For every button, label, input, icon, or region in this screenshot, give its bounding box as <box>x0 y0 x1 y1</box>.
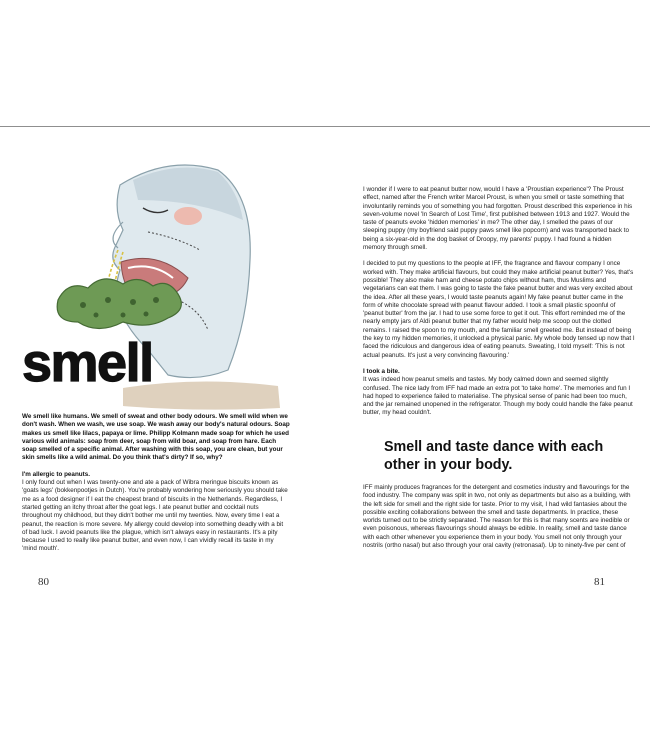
top-divider <box>0 126 650 127</box>
intro-paragraph: We smell like humans. We smell of sweat and other body odours. We smell wild when we don't wash. When we wash, we use soap. We wash away our body's natural odours. Soap makes us smell like lilacs, papaya or lime. Philipp Kolmann made soap for which he used various wild animals: soap from deer, soap from wild boar, and soap from hare. Each soap smelled of a specific animal. After washing with this soap, you are clean, but your skin smells like a wild animal. Do you think that's dirty? If so, why? <box>22 413 290 462</box>
page-number-right: 81 <box>594 576 605 588</box>
iff-departments-paragraph: IFF mainly produces fragrances for the detergent and cosmetics industry and flavourings for the food industry. The company was split in two, not only as departments but also as a building, with the left side for smell and the right side for taste. Prior to my visit, I had wild fantasies about the possible exciting collaborations between the smell and taste departments. In practice, these worlds turned out to be strictly separated. The reason for this is that many scents are inedible or even poisonous, whereas flavourings should always be edible. In reality, smell and taste dance with each other whenever you experience them in your body. You smell not only through your nostrils (ortho nasal) but also through your oral cavity (retronasal). Up to ninety-five per cent of <box>363 484 631 550</box>
allergy-body: I only found out when I was twenty-one and ate a pack of Wibra meringue biscuits known as 'goats legs' (bokkenpootjes in Dutch). You're probably wondering how seriously you should take me as a food designer if I eat the cheapest brand of biscuits in the Netherlands. Regardless, I started getting an itchy throat after the goat legs. I ate peanut butter and cocktail nuts throughout my childhood, but they didn't bother me until my twenties. Now, every time I eat a peanut, the reaction is more severe. My allergy could develop into something deadly with a bit of bad luck. I avoid peanuts like the plague, which isn't always easy in restaurants. It's a pity because I used to really like peanut butter, and even now, I can vividly recall its taste in my 'mind mouth'. <box>22 479 288 553</box>
right-page-text-top <box>363 186 635 426</box>
pull-quote: Smell and taste dance with each other in your body. <box>384 439 604 473</box>
iff-paragraph: I decided to put my questions to the people at IFF, the fragrance and flavour company I once worked with. They make artificial flavours, but could they make artificial peanut butter? Yes, that's possible! They also make ham and cheese potato chips without ham, thus Muslims and vegetarians can eat them. I was going to taste the fake peanut butter and was very excited about the idea. After all these years, I would taste peanuts again! My fake peanut butter came in the form of white chocolate spread with peanut flavour added. I took a small plastic spoonful of 'peanut butter' from the jar. I had to use some force to get it out. This effort reminded me of the nearly empty jars of Aldi peanut butter that my father would help me scoop out the clotted remains. I raised the spoon to my mouth, and the familiar smell greeted me. But instead of being the key to my hidden memories, it unlocked a physical panic. My whole body tensed up now that I faced the ridiculous and dangerous idea of eating peanuts. Sweating, I told myself: 'This is not actual peanuts. It's just a very convincing flavouring.' <box>363 260 635 359</box>
allergy-subhead: I'm allergic to peanuts. <box>22 470 90 478</box>
proust-paragraph: I wonder if I were to eat peanut butter now, would I have a 'Proustian experience'? The Proust effect, named after the French writer Marcel Proust, is when you smell or taste something that involuntarily reminds you of something you had forgotten. Proust described this experience in his seven-volume novel 'In Search of Lost Time', first published between 1913 and 1927. Would the taste of peanuts evoke 'hidden memories' in me? The other day, I smelled the paws of our sleeping puppy (my boyfriend said puppy paws smell like popcorn) and was transported back to being a six-year-old in the dog basket of Droopy, my parents' puppy. I had found a hidden memory through smell. <box>363 186 633 252</box>
chapter-title: smell <box>22 333 153 393</box>
page-number-left: 80 <box>38 576 49 588</box>
bite-subhead: I took a bite. <box>363 367 400 375</box>
broccoli <box>57 279 181 329</box>
right-page-text-bottom <box>363 484 635 558</box>
blush <box>174 207 202 225</box>
bite-paragraph: It was indeed how peanut smells and tastes. My body calmed down and seemed slightly confused. The nice lady from IFF had made an extra pot 'to take home'. The memories and fun I had hoped to experience failed to materialise. The physical sense of panic had been too much, and the jar remained unopened in the refrigerator. Though my body could handle the fake peanut butter, my head couldn't. <box>363 376 633 417</box>
left-page-text <box>22 413 290 562</box>
